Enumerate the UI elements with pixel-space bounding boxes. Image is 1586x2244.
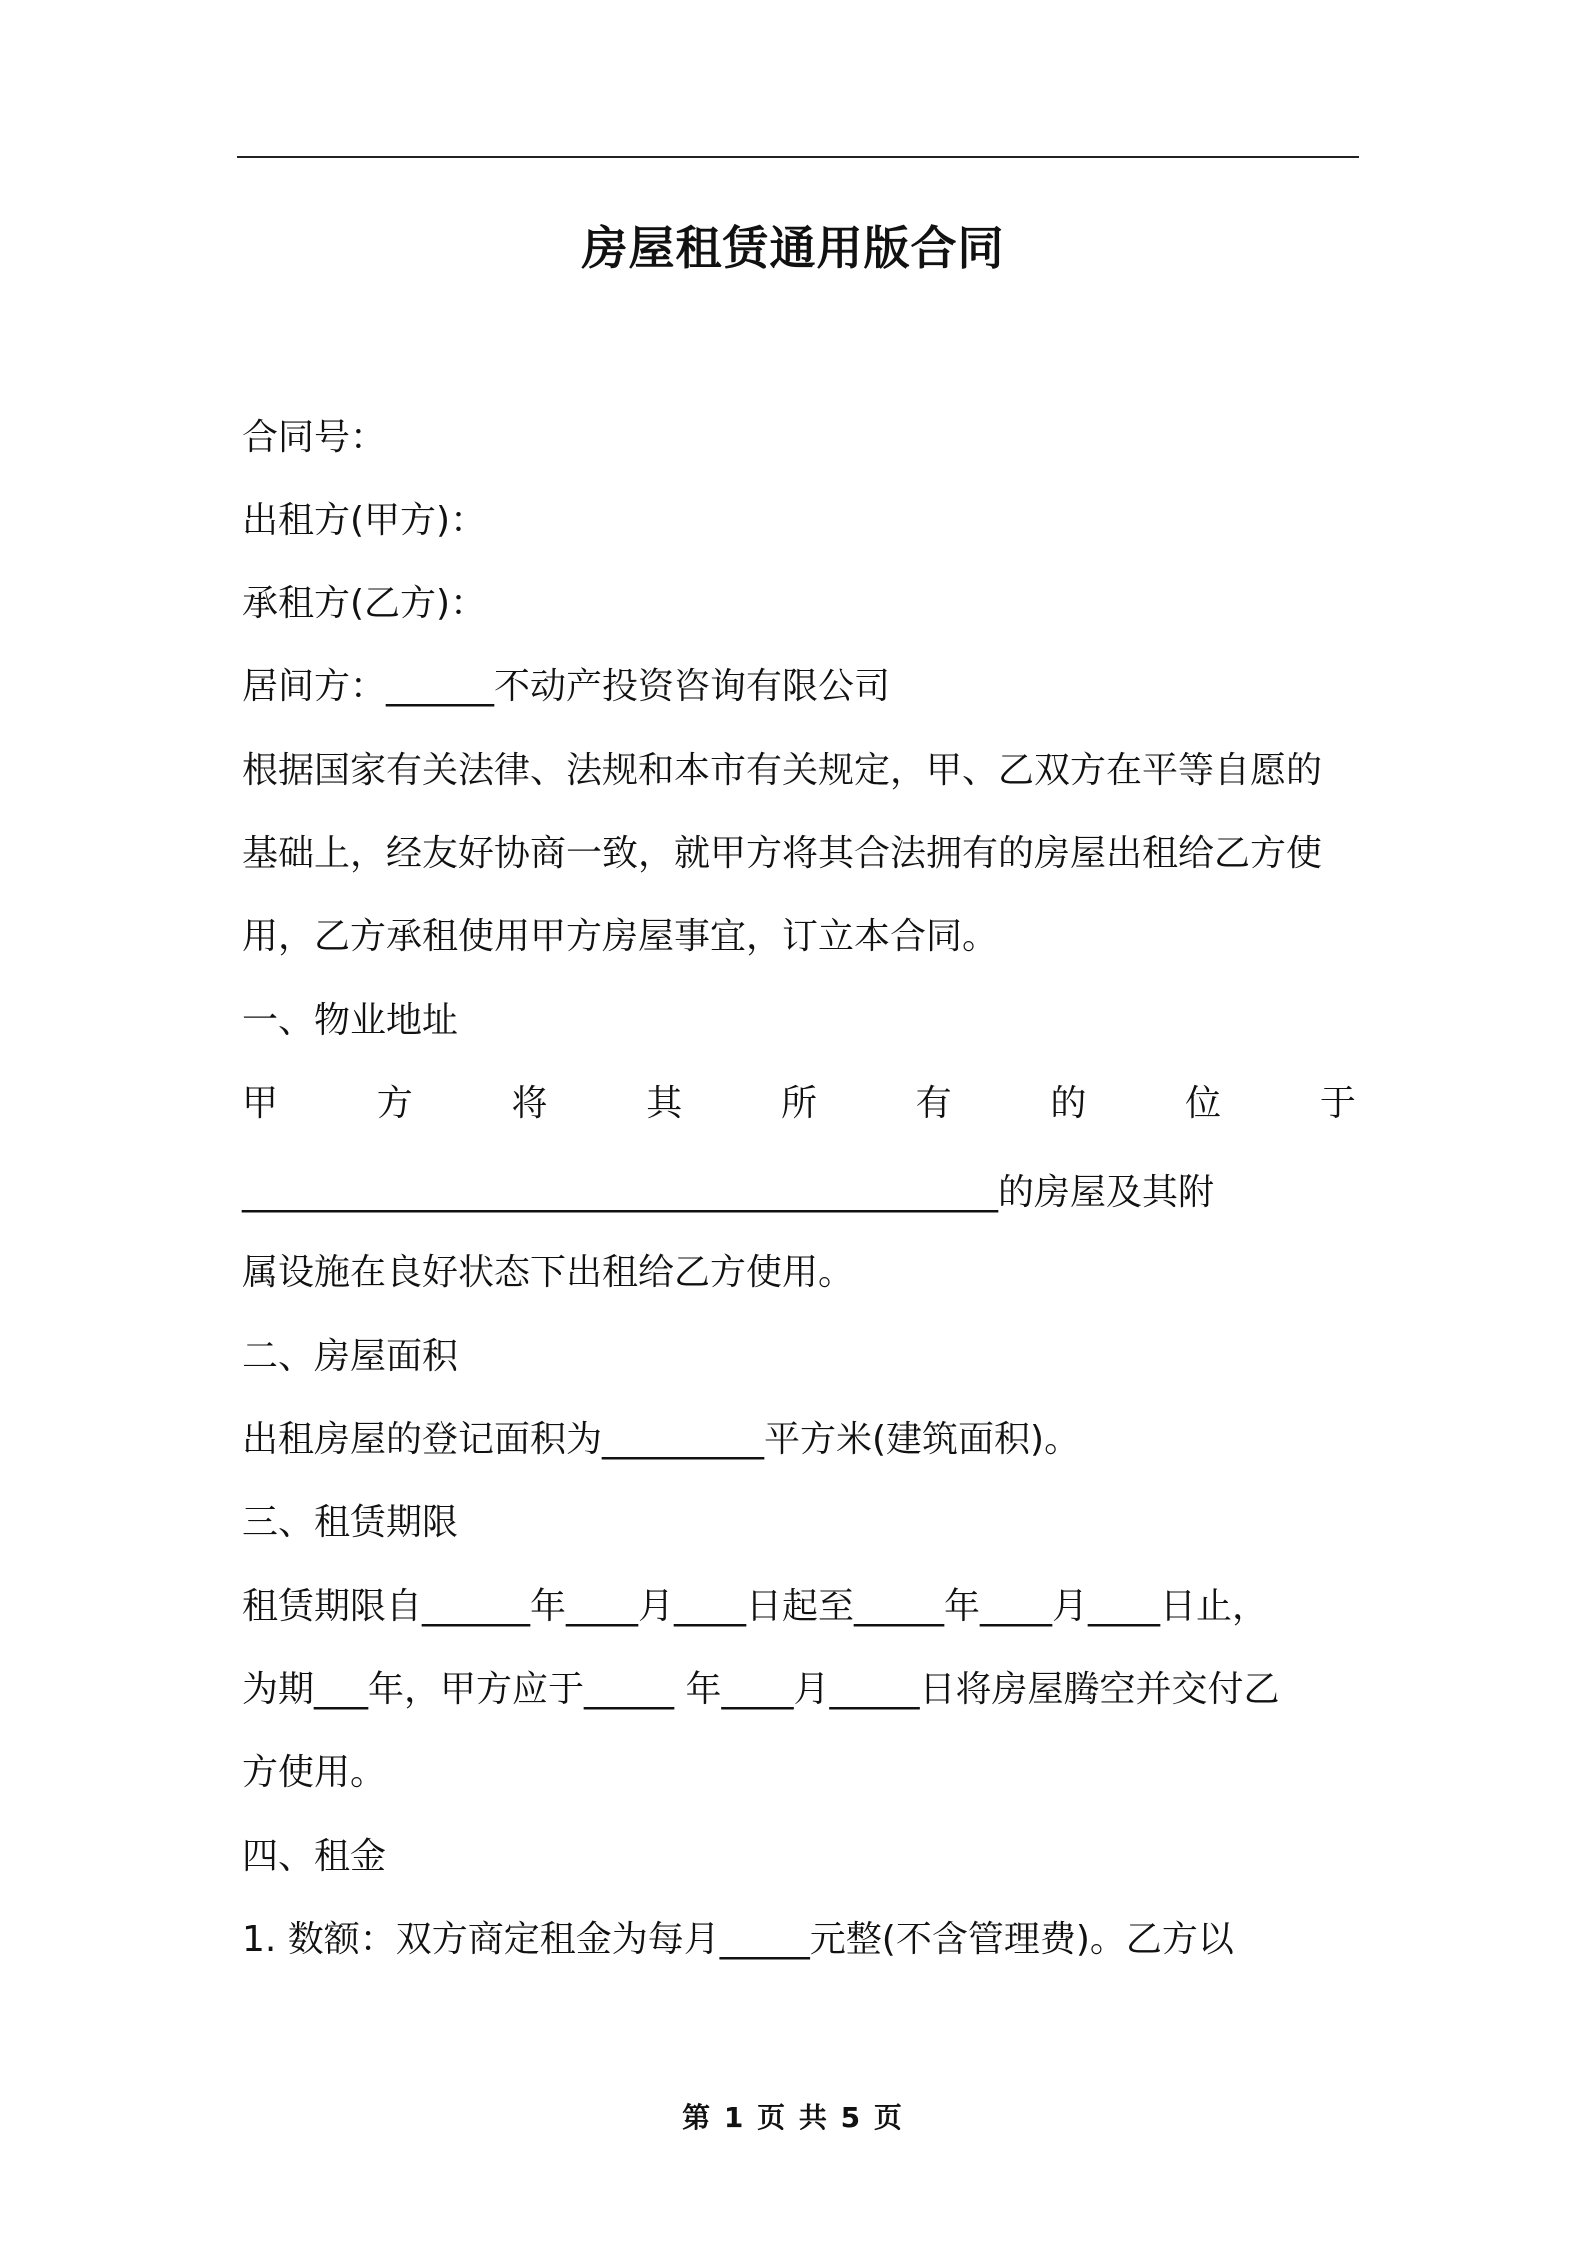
spread-char: 方 [376,1083,413,1124]
address-continuation-line: 属设施在良好状态下出租给乙方使用。 [242,1252,855,1293]
preamble-line-1: 根据国家有关法律、法规和本市有关规定，甲、乙双方在平等自愿的 [242,750,1323,791]
term-line-3: 方使用。 [242,1752,387,1793]
spread-char: 将 [511,1083,548,1124]
section-heading-rent: 四、租金 [242,1836,387,1877]
area-line: 出租房屋的登记面积为_________平方米(建筑面积)。 [242,1419,1081,1460]
section-heading-area: 二、房屋面积 [242,1336,459,1377]
lessee-line: 承租方(乙方)： [242,583,487,624]
lessor-line: 出租方(甲方)： [242,500,487,541]
spread-char: 甲 [242,1083,279,1124]
page-footer: 第 1 页 共 5 页 [682,2101,904,2134]
address-spread-line [242,1080,1356,1128]
document-title: 房屋租赁通用版合同 [581,221,1005,275]
spread-char: 位 [1185,1083,1222,1124]
rent-amount-line: 1. 数额：双方商定租金为每月_____元整(不含管理费)。乙方以 [242,1919,1234,1960]
section-heading-term: 三、租赁期限 [242,1502,459,1543]
spread-char: 其 [646,1083,683,1124]
preamble-line-2: 基础上，经友好协商一致，就甲方将其合法拥有的房屋出租给乙方使 [242,833,1323,874]
section-heading-address: 一、物业地址 [242,1000,459,1041]
spread-char: 于 [1319,1083,1356,1124]
intermediary-line: 居间方：______不动产投资咨询有限公司 [242,666,891,707]
term-line-2: 为期___年，甲方应于_____ 年____月_____日将房屋腾空并交付乙 [242,1669,1280,1710]
contract-number-line: 合同号： [242,417,387,458]
spread-char: 所 [780,1083,817,1124]
preamble-line-3: 用，乙方承租使用甲方房屋事宜，订立本合同。 [242,916,999,957]
spread-char: 的 [1050,1083,1087,1124]
term-line-1: 租赁期限自______年____月____日起至_____年____月____日止， [242,1586,1269,1627]
spread-char: 有 [915,1083,952,1124]
address-blank-line: __________________________________________的房屋及其附 [242,1172,1215,1213]
header-rule [237,156,1359,158]
